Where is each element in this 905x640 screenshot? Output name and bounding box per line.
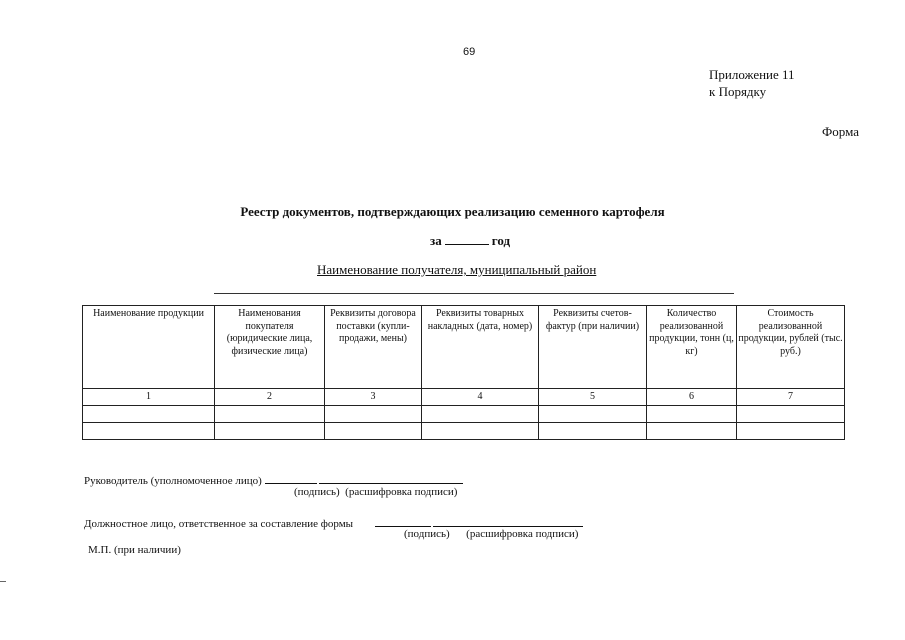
column-number: 6 bbox=[647, 389, 737, 406]
head-sign-caption: (подпись) bbox=[294, 486, 340, 498]
table-cell[interactable] bbox=[215, 423, 325, 440]
table-cell[interactable] bbox=[83, 406, 215, 423]
column-number: 4 bbox=[422, 389, 539, 406]
header-cell-cost: Стоимость реализованной продукции, рублей (тыс. руб.) bbox=[737, 306, 845, 389]
table-cell[interactable] bbox=[83, 423, 215, 440]
table-header-row bbox=[83, 306, 845, 389]
table-cell[interactable] bbox=[647, 423, 737, 440]
header-cell-buyer: Наименования покупателя (юридические лица, физические лица) bbox=[215, 306, 325, 389]
table-cell[interactable] bbox=[325, 406, 422, 423]
header-cell-contract: Реквизиты договора поставки (купли-продажи, мены) bbox=[325, 306, 422, 389]
table-cell[interactable] bbox=[325, 423, 422, 440]
table-cell[interactable] bbox=[737, 406, 845, 423]
column-number: 7 bbox=[737, 389, 845, 406]
official-signature-label: Должностное лицо, ответственное за составление формы bbox=[84, 518, 354, 530]
header-cell-invoices: Реквизиты товарных накладных (дата, номер) bbox=[422, 306, 539, 389]
year-line bbox=[430, 233, 510, 249]
table-cell[interactable] bbox=[215, 406, 325, 423]
recipient-underline bbox=[214, 293, 734, 294]
form-label: Форма bbox=[822, 124, 859, 139]
head-decode-caption: (расшифровка подписи) bbox=[345, 486, 458, 498]
table-cell[interactable] bbox=[422, 423, 539, 440]
official-decode-blank[interactable] bbox=[433, 516, 583, 527]
table-row bbox=[83, 423, 845, 440]
column-number: 5 bbox=[539, 389, 647, 406]
official-signature-blank[interactable] bbox=[375, 516, 431, 527]
appendix-note bbox=[709, 66, 795, 100]
recipient-heading: Наименование получателя, муниципальный район bbox=[317, 262, 597, 277]
table-cell[interactable] bbox=[737, 423, 845, 440]
head-signature-label: Руководитель (уполномоченное лицо) bbox=[84, 475, 262, 487]
table-cell[interactable] bbox=[422, 406, 539, 423]
appendix-line-1: Приложение 11 bbox=[709, 67, 795, 82]
official-sign-caption: (подпись) bbox=[404, 528, 450, 540]
document-title: Реестр документов, подтверждающих реализацию семенного картофеля bbox=[240, 204, 665, 219]
column-number: 3 bbox=[325, 389, 422, 406]
edge-mark bbox=[0, 581, 6, 582]
header-cell-quantity: Количество реализованной продукции, тонн (ц, кг) bbox=[647, 306, 737, 389]
table-cell[interactable] bbox=[539, 423, 647, 440]
stamp-label: М.П. (при наличии) bbox=[88, 544, 181, 556]
head-decode-blank[interactable] bbox=[319, 473, 463, 484]
table-row bbox=[83, 406, 845, 423]
head-signature-blank[interactable] bbox=[265, 473, 317, 484]
year-prefix: за bbox=[430, 233, 442, 248]
table-number-row bbox=[83, 389, 845, 406]
table-cell[interactable] bbox=[647, 406, 737, 423]
head-signature-captions bbox=[294, 486, 457, 498]
column-number: 2 bbox=[215, 389, 325, 406]
official-signature-captions bbox=[404, 528, 578, 540]
year-blank-field bbox=[445, 233, 489, 245]
header-cell-product: Наименование продукции bbox=[83, 306, 215, 389]
table-cell[interactable] bbox=[539, 406, 647, 423]
header-cell-tax-invoices: Реквизиты счетов-фактур (при наличии) bbox=[539, 306, 647, 389]
register-table bbox=[82, 305, 845, 440]
page-number: 69 bbox=[463, 46, 476, 58]
column-number: 1 bbox=[83, 389, 215, 406]
appendix-line-2: к Порядку bbox=[709, 84, 767, 99]
official-decode-caption: (расшифровка подписи) bbox=[466, 528, 579, 540]
head-signature-line bbox=[84, 473, 463, 487]
year-suffix: год bbox=[491, 233, 511, 248]
